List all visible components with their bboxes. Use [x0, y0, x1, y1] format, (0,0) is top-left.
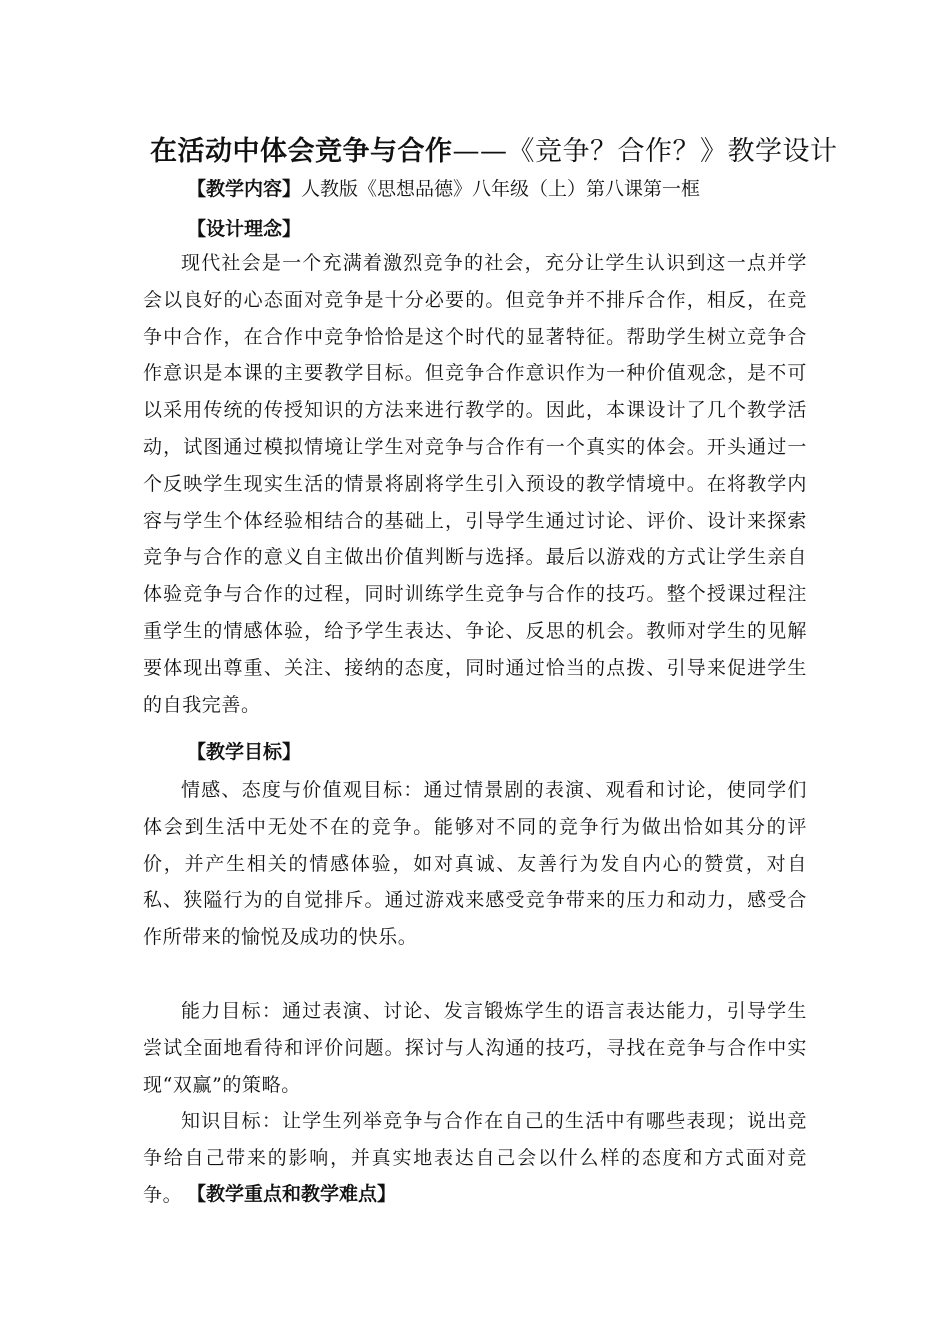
teaching-content-line	[187, 175, 700, 203]
title-main: 在活动中体会竞争与合作	[150, 136, 453, 167]
emotion-goal-paragraph: 情感、态度与价值观目标：通过情景剧的表演、观看和讨论，使同学们体会到生活中无处不在的竞争。能够对不同的竞争行为做出恰如其分的评价，并产生相关的情感体验，如对真诚、友善行为发自内心的赞赏，对自私、狭隘行为的自觉排斥。通过游戏来感受竞争带来的压力和动力，感受合作所带来的愉悦及成功的快乐。	[143, 779, 807, 949]
teaching-content-heading: 【教学内容】	[187, 178, 302, 200]
teaching-goals-heading: 【教学目标】	[187, 741, 302, 763]
design-concept-paragraph: 现代社会是一个充满着激烈竞争的社会，充分让学生认识到这一点并学会以良好的心态面对竞争是十分必要的。但竞争并不排斥合作，相反，在竞争中合作，在合作中竞争恰恰是这个时代的显著特征。帮助学生树立竞争合作意识是本课的主要教学目标。但竞争合作意识作为一种价值观念，是不可以采用传统的传授知识的方法来进行教学的。因此，本课设计了几个教学活动，试图通过模拟情境让学生对竞争与合作有一个真实的体会。开头通过一个反映学生现实生活的情景将剧将学生引入预设的教学情境中。在将教学内容与学生个体经验相结合的基础上，引导学生通过讨论、评价、设计来探索竞争与合作的意义自主做出价值判断与选择。最后以游戏的方式让学生亲自体验竞争与合作的过程，同时训练学生竞争与合作的技巧。整个授课过程注重学生的情感体验，给予学生表达、争论、反思的机会。教师对学生的见解要体现出尊重、关注、接纳的态度，同时通过恰当的点拨、引导来促进学生的自我完善。	[143, 252, 807, 716]
ability-goal-paragraph: 能力目标：通过表演、讨论、发言锻炼学生的语言表达能力，引导学生尝试全面地看待和评价问题。探讨与人沟通的技巧，寻找在竞争与合作中实现“双赢”的策略。	[143, 1000, 807, 1096]
knowledge-goal-paragraph: 知识目标：让学生列举竞争与合作在自己的生活中有哪些表现；说出竞争给自己带来的影响，并真实地表达自己会以什么样的态度和方式面对竞争。	[143, 1110, 807, 1206]
design-concept-heading: 【设计理念】	[187, 218, 302, 240]
teaching-content-text: 人教版《思想品德》八年级（上）第八课第一框	[301, 178, 701, 200]
document-title	[150, 132, 838, 172]
title-subtitle: ——《竞争？合作？》教学设计	[452, 136, 838, 167]
key-points-heading: 【教学重点和教学难点】	[187, 1183, 397, 1205]
